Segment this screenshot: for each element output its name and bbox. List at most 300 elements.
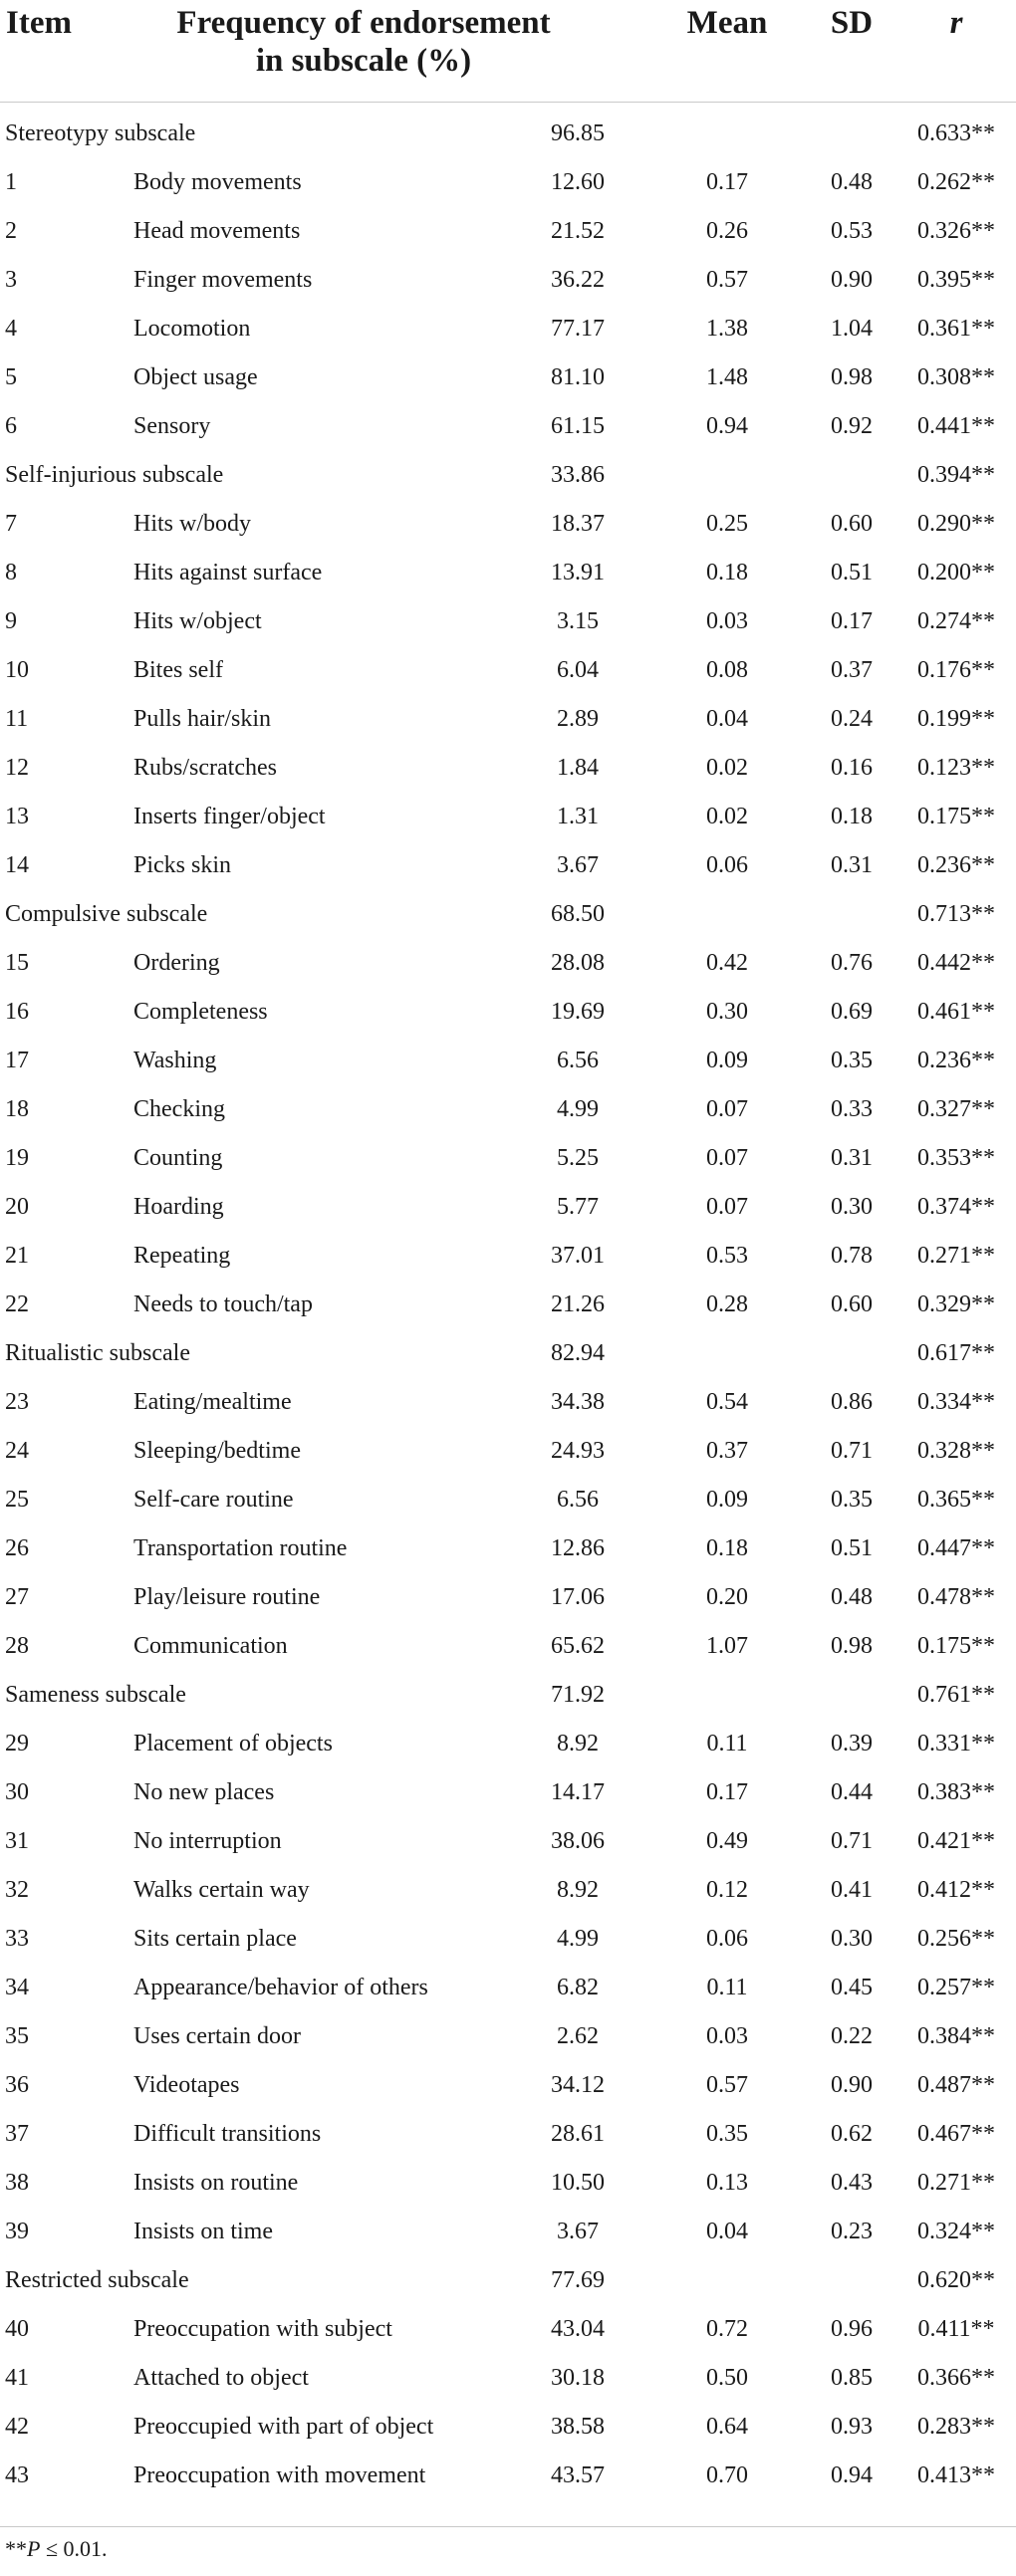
mean-cell: 0.42 bbox=[706, 950, 748, 976]
r-cell: 0.334** bbox=[917, 1389, 995, 1415]
frequency-cell: 43.57 bbox=[551, 2462, 605, 2488]
item-number-cell: 12 bbox=[5, 755, 29, 781]
item-label-cell: Repeating bbox=[133, 1243, 231, 1269]
sd-cell: 0.76 bbox=[831, 950, 873, 976]
mean-cell: 0.02 bbox=[706, 755, 748, 781]
mean-cell: 0.11 bbox=[706, 1975, 748, 2000]
item-number-cell: 19 bbox=[5, 1145, 29, 1171]
r-cell: 0.200** bbox=[917, 560, 995, 585]
mean-cell: 0.20 bbox=[706, 1584, 748, 1610]
sd-cell: 0.93 bbox=[831, 2414, 873, 2440]
item-number-cell: 6 bbox=[5, 413, 17, 439]
table-row bbox=[0, 597, 1016, 646]
r-cell: 0.384** bbox=[917, 2023, 995, 2049]
item-number-cell: 10 bbox=[5, 657, 29, 683]
table-row bbox=[0, 207, 1016, 256]
table-row bbox=[0, 2012, 1016, 2061]
sd-cell: 0.45 bbox=[831, 1975, 873, 2000]
item-label-cell: Bites self bbox=[133, 657, 223, 683]
sd-cell: 0.90 bbox=[831, 2072, 873, 2098]
item-label-cell: Locomotion bbox=[133, 316, 251, 342]
mean-cell: 0.50 bbox=[706, 2365, 748, 2391]
item-number-cell: 3 bbox=[5, 267, 17, 293]
r-cell: 0.199** bbox=[917, 706, 995, 732]
frequency-cell: 4.99 bbox=[557, 1096, 599, 1122]
frequency-cell: 36.22 bbox=[551, 267, 605, 293]
sd-cell: 1.04 bbox=[831, 316, 873, 342]
subscale-row bbox=[0, 110, 1016, 158]
r-cell: 0.236** bbox=[917, 1048, 995, 1073]
frequency-cell: 19.69 bbox=[551, 999, 605, 1025]
item-number-cell: 23 bbox=[5, 1389, 29, 1415]
header-mean: Mean bbox=[686, 5, 768, 41]
item-number-cell: 21 bbox=[5, 1243, 29, 1269]
frequency-cell: 21.26 bbox=[551, 1291, 605, 1317]
item-number-cell: 24 bbox=[5, 1438, 29, 1464]
item-label-cell: Washing bbox=[133, 1048, 217, 1073]
table-row bbox=[0, 841, 1016, 890]
sd-cell: 0.62 bbox=[831, 2121, 873, 2147]
frequency-cell: 2.62 bbox=[557, 2023, 599, 2049]
item-number-cell: 14 bbox=[5, 852, 29, 878]
item-label-cell: Play/leisure routine bbox=[133, 1584, 321, 1610]
frequency-cell: 65.62 bbox=[551, 1633, 605, 1659]
table-row bbox=[0, 793, 1016, 841]
table-row bbox=[0, 305, 1016, 353]
table-body bbox=[0, 110, 1016, 2500]
table-row bbox=[0, 1427, 1016, 1476]
sd-cell: 0.71 bbox=[831, 1828, 873, 1854]
subscale-row bbox=[0, 1671, 1016, 1720]
frequency-cell: 6.82 bbox=[557, 1975, 599, 2000]
sd-cell: 0.18 bbox=[831, 804, 873, 829]
sd-cell: 0.43 bbox=[831, 2170, 873, 2196]
frequency-cell: 38.06 bbox=[551, 1828, 605, 1854]
r-cell: 0.395** bbox=[917, 267, 995, 293]
sd-cell: 0.37 bbox=[831, 657, 873, 683]
mean-cell: 0.07 bbox=[706, 1096, 748, 1122]
item-label-cell: Placement of objects bbox=[133, 1731, 333, 1756]
item-number-cell: 5 bbox=[5, 364, 17, 390]
subscale-label: Stereotypy subscale bbox=[5, 120, 196, 146]
mean-cell: 0.07 bbox=[706, 1194, 748, 1220]
r-cell: 0.713** bbox=[917, 901, 995, 927]
mean-cell: 0.09 bbox=[706, 1048, 748, 1073]
subscale-label: Compulsive subscale bbox=[5, 901, 208, 927]
frequency-cell: 1.31 bbox=[557, 804, 599, 829]
frequency-cell: 77.17 bbox=[551, 316, 605, 342]
item-number-cell: 27 bbox=[5, 1584, 29, 1610]
item-label-cell: Appearance/behavior of others bbox=[133, 1975, 428, 2000]
r-cell: 0.175** bbox=[917, 1633, 995, 1659]
mean-cell: 0.02 bbox=[706, 804, 748, 829]
r-cell: 0.383** bbox=[917, 1779, 995, 1805]
sd-cell: 0.39 bbox=[831, 1731, 873, 1756]
r-cell: 0.620** bbox=[917, 2267, 995, 2293]
table-row bbox=[0, 1817, 1016, 1866]
frequency-cell: 38.58 bbox=[551, 2414, 605, 2440]
sd-cell: 0.69 bbox=[831, 999, 873, 1025]
item-number-cell: 9 bbox=[5, 608, 17, 634]
sd-cell: 0.71 bbox=[831, 1438, 873, 1464]
r-cell: 0.441** bbox=[917, 413, 995, 439]
item-label-cell: Preoccupation with movement bbox=[133, 2462, 426, 2488]
item-label-cell: Pulls hair/skin bbox=[133, 706, 272, 732]
r-cell: 0.761** bbox=[917, 1682, 995, 1708]
mean-cell: 0.35 bbox=[706, 2121, 748, 2147]
sd-cell: 0.53 bbox=[831, 218, 873, 244]
mean-cell: 1.07 bbox=[706, 1633, 748, 1659]
r-cell: 0.175** bbox=[917, 804, 995, 829]
frequency-cell: 1.84 bbox=[557, 755, 599, 781]
r-cell: 0.413** bbox=[917, 2462, 995, 2488]
item-number-cell: 38 bbox=[5, 2170, 29, 2196]
r-cell: 0.328** bbox=[917, 1438, 995, 1464]
mean-cell: 0.11 bbox=[706, 1731, 748, 1756]
sd-cell: 0.98 bbox=[831, 1633, 873, 1659]
frequency-cell: 77.69 bbox=[551, 2267, 605, 2293]
header-r: r bbox=[949, 5, 963, 41]
r-cell: 0.411** bbox=[917, 2316, 995, 2342]
frequency-cell: 12.86 bbox=[551, 1535, 605, 1561]
sd-cell: 0.22 bbox=[831, 2023, 873, 2049]
r-cell: 0.442** bbox=[917, 950, 995, 976]
sd-cell: 0.23 bbox=[831, 2219, 873, 2244]
subscale-row bbox=[0, 451, 1016, 500]
r-cell: 0.617** bbox=[917, 1340, 995, 1366]
mean-cell: 0.54 bbox=[706, 1389, 748, 1415]
sd-cell: 0.60 bbox=[831, 511, 873, 537]
item-number-cell: 29 bbox=[5, 1731, 29, 1756]
table-row bbox=[0, 256, 1016, 305]
table-row bbox=[0, 1720, 1016, 1768]
frequency-cell: 30.18 bbox=[551, 2365, 605, 2391]
item-label-cell: Rubs/scratches bbox=[133, 755, 277, 781]
mean-cell: 0.57 bbox=[706, 267, 748, 293]
frequency-cell: 8.92 bbox=[557, 1731, 599, 1756]
r-cell: 0.271** bbox=[917, 2170, 995, 2196]
item-number-cell: 8 bbox=[5, 560, 17, 585]
frequency-cell: 28.61 bbox=[551, 2121, 605, 2147]
frequency-cell: 37.01 bbox=[551, 1243, 605, 1269]
table-row bbox=[0, 1866, 1016, 1915]
frequency-cell: 82.94 bbox=[551, 1340, 605, 1366]
frequency-cell: 4.99 bbox=[557, 1926, 599, 1952]
table-row bbox=[0, 1915, 1016, 1964]
table-row bbox=[0, 988, 1016, 1037]
r-cell: 0.331** bbox=[917, 1731, 995, 1756]
r-cell: 0.308** bbox=[917, 364, 995, 390]
mean-cell: 1.38 bbox=[706, 316, 748, 342]
item-label-cell: Checking bbox=[133, 1096, 225, 1122]
item-label-cell: Object usage bbox=[133, 364, 258, 390]
item-label-cell: Sleeping/bedtime bbox=[133, 1438, 301, 1464]
mean-cell: 0.06 bbox=[706, 852, 748, 878]
table-row bbox=[0, 158, 1016, 207]
mean-cell: 0.57 bbox=[706, 2072, 748, 2098]
item-number-cell: 37 bbox=[5, 2121, 29, 2147]
frequency-cell: 21.52 bbox=[551, 218, 605, 244]
subscale-label: Restricted subscale bbox=[5, 2267, 189, 2293]
mean-cell: 0.18 bbox=[706, 1535, 748, 1561]
table-row bbox=[0, 2061, 1016, 2110]
item-label-cell: Walks certain way bbox=[133, 1877, 310, 1903]
frequency-cell: 5.25 bbox=[557, 1145, 599, 1171]
table-row bbox=[0, 1524, 1016, 1573]
r-cell: 0.290** bbox=[917, 511, 995, 537]
frequency-cell: 34.12 bbox=[551, 2072, 605, 2098]
sd-cell: 0.86 bbox=[831, 1389, 873, 1415]
mean-cell: 0.37 bbox=[706, 1438, 748, 1464]
sd-cell: 0.31 bbox=[831, 1145, 873, 1171]
table-header bbox=[0, 0, 1016, 100]
frequency-cell: 71.92 bbox=[551, 1682, 605, 1708]
table-row bbox=[0, 646, 1016, 695]
item-label-cell: Preoccupation with subject bbox=[133, 2316, 392, 2342]
item-label-cell: Attached to object bbox=[133, 2365, 309, 2391]
item-number-cell: 39 bbox=[5, 2219, 29, 2244]
item-label-cell: Hoarding bbox=[133, 1194, 224, 1220]
item-label-cell: Body movements bbox=[133, 169, 302, 195]
item-number-cell: 13 bbox=[5, 804, 29, 829]
item-number-cell: 40 bbox=[5, 2316, 29, 2342]
r-cell: 0.421** bbox=[917, 1828, 995, 1854]
subscale-label: Self-injurious subscale bbox=[5, 462, 224, 488]
mean-cell: 0.18 bbox=[706, 560, 748, 585]
table-row bbox=[0, 1622, 1016, 1671]
frequency-cell: 6.56 bbox=[557, 1487, 599, 1513]
table-row bbox=[0, 549, 1016, 597]
item-label-cell: Videotapes bbox=[133, 2072, 240, 2098]
footnote-threshold: ≤ 0.01. bbox=[40, 2536, 108, 2561]
item-number-cell: 26 bbox=[5, 1535, 29, 1561]
item-label-cell: Picks skin bbox=[133, 852, 232, 878]
item-number-cell: 2 bbox=[5, 218, 17, 244]
table-row bbox=[0, 2354, 1016, 2403]
mean-cell: 0.49 bbox=[706, 1828, 748, 1854]
sd-cell: 0.24 bbox=[831, 706, 873, 732]
r-cell: 0.478** bbox=[917, 1584, 995, 1610]
item-number-cell: 32 bbox=[5, 1877, 29, 1903]
item-number-cell: 1 bbox=[5, 169, 17, 195]
r-cell: 0.467** bbox=[917, 2121, 995, 2147]
r-cell: 0.326** bbox=[917, 218, 995, 244]
r-cell: 0.361** bbox=[917, 316, 995, 342]
sd-cell: 0.48 bbox=[831, 169, 873, 195]
item-label-cell: Inserts finger/object bbox=[133, 804, 326, 829]
mean-cell: 0.17 bbox=[706, 169, 748, 195]
r-cell: 0.123** bbox=[917, 755, 995, 781]
sd-cell: 0.35 bbox=[831, 1487, 873, 1513]
frequency-cell: 33.86 bbox=[551, 462, 605, 488]
subscale-row bbox=[0, 2256, 1016, 2305]
sd-cell: 0.48 bbox=[831, 1584, 873, 1610]
table-row bbox=[0, 695, 1016, 744]
frequency-cell: 10.50 bbox=[551, 2170, 605, 2196]
mean-cell: 0.04 bbox=[706, 2219, 748, 2244]
frequency-cell: 3.15 bbox=[557, 608, 599, 634]
r-cell: 0.256** bbox=[917, 1926, 995, 1952]
mean-cell: 0.25 bbox=[706, 511, 748, 537]
header-frequency-line2: in subscale (%) bbox=[255, 43, 472, 79]
subscale-label: Sameness subscale bbox=[5, 1682, 186, 1708]
item-label-cell: Needs to touch/tap bbox=[133, 1291, 313, 1317]
mean-cell: 0.64 bbox=[706, 2414, 748, 2440]
item-number-cell: 30 bbox=[5, 1779, 29, 1805]
item-number-cell: 18 bbox=[5, 1096, 29, 1122]
sd-cell: 0.51 bbox=[831, 560, 873, 585]
item-number-cell: 42 bbox=[5, 2414, 29, 2440]
sd-cell: 0.17 bbox=[831, 608, 873, 634]
item-label-cell: No new places bbox=[133, 1779, 275, 1805]
header-frequency-line1: Frequency of endorsement bbox=[176, 5, 551, 41]
sd-cell: 0.16 bbox=[831, 755, 873, 781]
sd-cell: 0.44 bbox=[831, 1779, 873, 1805]
item-number-cell: 25 bbox=[5, 1487, 29, 1513]
header-divider bbox=[0, 102, 1016, 103]
mean-cell: 0.70 bbox=[706, 2462, 748, 2488]
table-row bbox=[0, 1037, 1016, 1085]
frequency-cell: 43.04 bbox=[551, 2316, 605, 2342]
item-number-cell: 34 bbox=[5, 1975, 29, 2000]
r-cell: 0.461** bbox=[917, 999, 995, 1025]
table-bottom-divider bbox=[0, 2526, 1016, 2527]
frequency-cell: 17.06 bbox=[551, 1584, 605, 1610]
mean-cell: 0.07 bbox=[706, 1145, 748, 1171]
item-label-cell: Difficult transitions bbox=[133, 2121, 322, 2147]
header-frequency bbox=[149, 4, 578, 80]
mean-cell: 0.53 bbox=[706, 1243, 748, 1269]
item-label-cell: No interruption bbox=[133, 1828, 282, 1854]
table-row bbox=[0, 2403, 1016, 2452]
r-cell: 0.394** bbox=[917, 462, 995, 488]
sd-cell: 0.60 bbox=[831, 1291, 873, 1317]
item-label-cell: Counting bbox=[133, 1145, 223, 1171]
frequency-cell: 34.38 bbox=[551, 1389, 605, 1415]
mean-cell: 0.12 bbox=[706, 1877, 748, 1903]
frequency-cell: 6.56 bbox=[557, 1048, 599, 1073]
table-row bbox=[0, 1281, 1016, 1329]
item-number-cell: 33 bbox=[5, 1926, 29, 1952]
mean-cell: 0.26 bbox=[706, 218, 748, 244]
frequency-cell: 24.93 bbox=[551, 1438, 605, 1464]
frequency-cell: 18.37 bbox=[551, 511, 605, 537]
item-number-cell: 35 bbox=[5, 2023, 29, 2049]
sd-cell: 0.33 bbox=[831, 1096, 873, 1122]
frequency-cell: 96.85 bbox=[551, 120, 605, 146]
mean-cell: 0.94 bbox=[706, 413, 748, 439]
sd-cell: 0.30 bbox=[831, 1194, 873, 1220]
footnote-p-symbol: P bbox=[27, 2536, 41, 2561]
frequency-cell: 14.17 bbox=[551, 1779, 605, 1805]
table-row bbox=[0, 939, 1016, 988]
item-number-cell: 15 bbox=[5, 950, 29, 976]
table-row bbox=[0, 1232, 1016, 1281]
mean-cell: 0.04 bbox=[706, 706, 748, 732]
mean-cell: 0.03 bbox=[706, 608, 748, 634]
item-label-cell: Eating/mealtime bbox=[133, 1389, 292, 1415]
table-row bbox=[0, 744, 1016, 793]
sd-cell: 0.51 bbox=[831, 1535, 873, 1561]
table-row bbox=[0, 2208, 1016, 2256]
item-label-cell: Completeness bbox=[133, 999, 268, 1025]
table-row bbox=[0, 1085, 1016, 1134]
r-cell: 0.274** bbox=[917, 608, 995, 634]
sd-cell: 0.31 bbox=[831, 852, 873, 878]
mean-cell: 0.28 bbox=[706, 1291, 748, 1317]
frequency-cell: 3.67 bbox=[557, 852, 599, 878]
sd-cell: 0.90 bbox=[831, 267, 873, 293]
item-number-cell: 31 bbox=[5, 1828, 29, 1854]
item-label-cell: Self-care routine bbox=[133, 1487, 294, 1513]
subscale-row bbox=[0, 1329, 1016, 1378]
item-number-cell: 36 bbox=[5, 2072, 29, 2098]
item-label-cell: Hits w/body bbox=[133, 511, 252, 537]
item-label-cell: Finger movements bbox=[133, 267, 313, 293]
sd-cell: 0.78 bbox=[831, 1243, 873, 1269]
frequency-cell: 61.15 bbox=[551, 413, 605, 439]
r-cell: 0.271** bbox=[917, 1243, 995, 1269]
item-label-cell: Hits w/object bbox=[133, 608, 262, 634]
item-number-cell: 20 bbox=[5, 1194, 29, 1220]
table-row bbox=[0, 1134, 1016, 1183]
item-label-cell: Hits against surface bbox=[133, 560, 323, 585]
item-number-cell: 11 bbox=[5, 706, 29, 732]
table-row bbox=[0, 1476, 1016, 1524]
r-cell: 0.374** bbox=[917, 1194, 995, 1220]
item-number-cell: 43 bbox=[5, 2462, 29, 2488]
frequency-cell: 68.50 bbox=[551, 901, 605, 927]
item-number-cell: 4 bbox=[5, 316, 17, 342]
r-cell: 0.283** bbox=[917, 2414, 995, 2440]
table-footnote bbox=[5, 2534, 108, 2564]
r-cell: 0.365** bbox=[917, 1487, 995, 1513]
item-number-cell: 28 bbox=[5, 1633, 29, 1659]
r-cell: 0.633** bbox=[917, 120, 995, 146]
sd-cell: 0.92 bbox=[831, 413, 873, 439]
footnote-stars: ** bbox=[5, 2536, 27, 2561]
table-row bbox=[0, 2452, 1016, 2500]
table-row bbox=[0, 1768, 1016, 1817]
item-label-cell: Insists on routine bbox=[133, 2170, 299, 2196]
table-row bbox=[0, 2305, 1016, 2354]
item-number-cell: 16 bbox=[5, 999, 29, 1025]
item-number-cell: 41 bbox=[5, 2365, 29, 2391]
r-cell: 0.447** bbox=[917, 1535, 995, 1561]
r-cell: 0.353** bbox=[917, 1145, 995, 1171]
table-row bbox=[0, 1378, 1016, 1427]
item-number-cell: 22 bbox=[5, 1291, 29, 1317]
r-cell: 0.366** bbox=[917, 2365, 995, 2391]
item-label-cell: Ordering bbox=[133, 950, 220, 976]
r-cell: 0.487** bbox=[917, 2072, 995, 2098]
header-sd: SD bbox=[830, 5, 874, 41]
item-label-cell: Transportation routine bbox=[133, 1535, 348, 1561]
sd-cell: 0.98 bbox=[831, 364, 873, 390]
r-cell: 0.176** bbox=[917, 657, 995, 683]
table-row bbox=[0, 1183, 1016, 1232]
mean-cell: 1.48 bbox=[706, 364, 748, 390]
r-cell: 0.329** bbox=[917, 1291, 995, 1317]
mean-cell: 0.03 bbox=[706, 2023, 748, 2049]
sd-cell: 0.35 bbox=[831, 1048, 873, 1073]
header-item: Item bbox=[6, 5, 72, 41]
table-row bbox=[0, 402, 1016, 451]
sd-cell: 0.85 bbox=[831, 2365, 873, 2391]
subscale-label: Ritualistic subscale bbox=[5, 1340, 190, 1366]
frequency-cell: 28.08 bbox=[551, 950, 605, 976]
mean-cell: 0.30 bbox=[706, 999, 748, 1025]
